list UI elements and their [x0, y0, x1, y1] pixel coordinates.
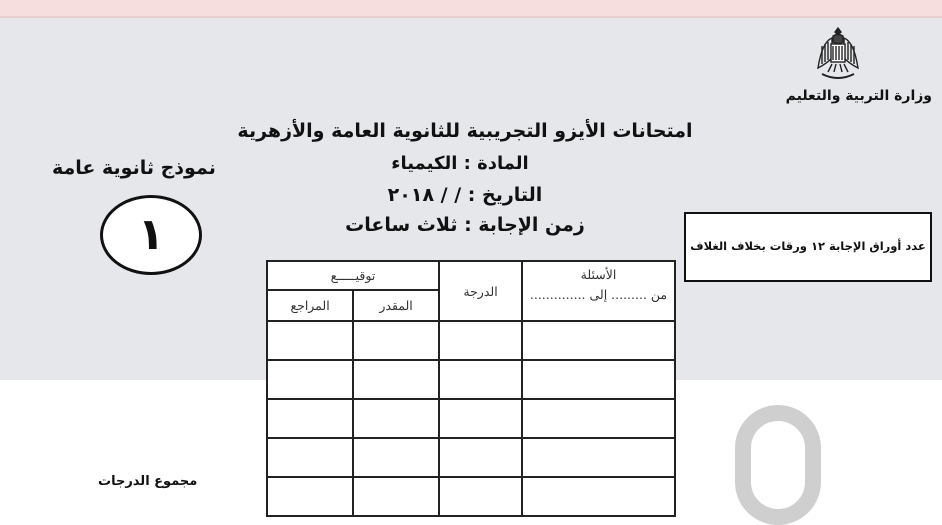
grader-cell[interactable] — [353, 477, 439, 516]
top-strip — [0, 0, 942, 16]
grader-cell[interactable] — [353, 438, 439, 477]
model-number-circle — [100, 195, 202, 275]
table-row — [267, 321, 675, 360]
total-grades-label: مجموع الدرجات — [98, 474, 198, 489]
exam-title: امتحانات الأيزو التجريبية للثانوية العامة والأزهرية — [237, 120, 693, 142]
grades-table — [266, 260, 676, 517]
date-line: التاريخ : / / ٢٠١٨ — [387, 184, 543, 206]
ministry-name: وزارة التربية والتعليم — [785, 88, 932, 104]
grader-cell[interactable] — [353, 360, 439, 399]
grader-cell[interactable] — [353, 321, 439, 360]
reviewer-cell[interactable] — [267, 360, 353, 399]
table-row — [267, 399, 675, 438]
reviewer-cell[interactable] — [267, 438, 353, 477]
grade-cell[interactable] — [439, 477, 522, 516]
reviewer-header: المراجع — [267, 290, 353, 321]
question-cell[interactable] — [522, 360, 675, 399]
grade-cell[interactable] — [439, 321, 522, 360]
question-cell[interactable] — [522, 399, 675, 438]
questions-header: الأسئلة — [580, 267, 617, 282]
table-row — [267, 477, 675, 516]
eagle-emblem-icon — [812, 24, 864, 82]
grade-header: الدرجة — [439, 261, 522, 321]
model-number: ١ — [137, 209, 165, 260]
duration-line: زمن الإجابة : ثلاث ساعات — [345, 214, 585, 236]
grade-cell[interactable] — [439, 360, 522, 399]
decorative-ring — [735, 405, 821, 525]
grader-header: المقدر — [353, 290, 439, 321]
reviewer-cell[interactable] — [267, 399, 353, 438]
grader-cell[interactable] — [353, 399, 439, 438]
reviewer-cell[interactable] — [267, 321, 353, 360]
reviewer-cell[interactable] — [267, 477, 353, 516]
table-row — [267, 438, 675, 477]
subject-line: المادة : الكيمياء — [391, 153, 529, 174]
model-label: نموذج ثانوية عامة — [52, 157, 216, 179]
grade-cell[interactable] — [439, 399, 522, 438]
questions-range: من ......... إلى .............. — [529, 287, 668, 302]
table-row — [267, 360, 675, 399]
question-cell[interactable] — [522, 477, 675, 516]
answer-sheets-note — [684, 212, 932, 282]
question-cell[interactable] — [522, 321, 675, 360]
grade-cell[interactable] — [439, 438, 522, 477]
questions-header-cell — [522, 261, 675, 321]
question-cell[interactable] — [522, 438, 675, 477]
signature-header: توقيـــــع — [267, 261, 439, 290]
answer-sheets-text: عدد أوراق الإجابة ١٢ ورقات بخلاف الغلاف — [690, 239, 926, 254]
